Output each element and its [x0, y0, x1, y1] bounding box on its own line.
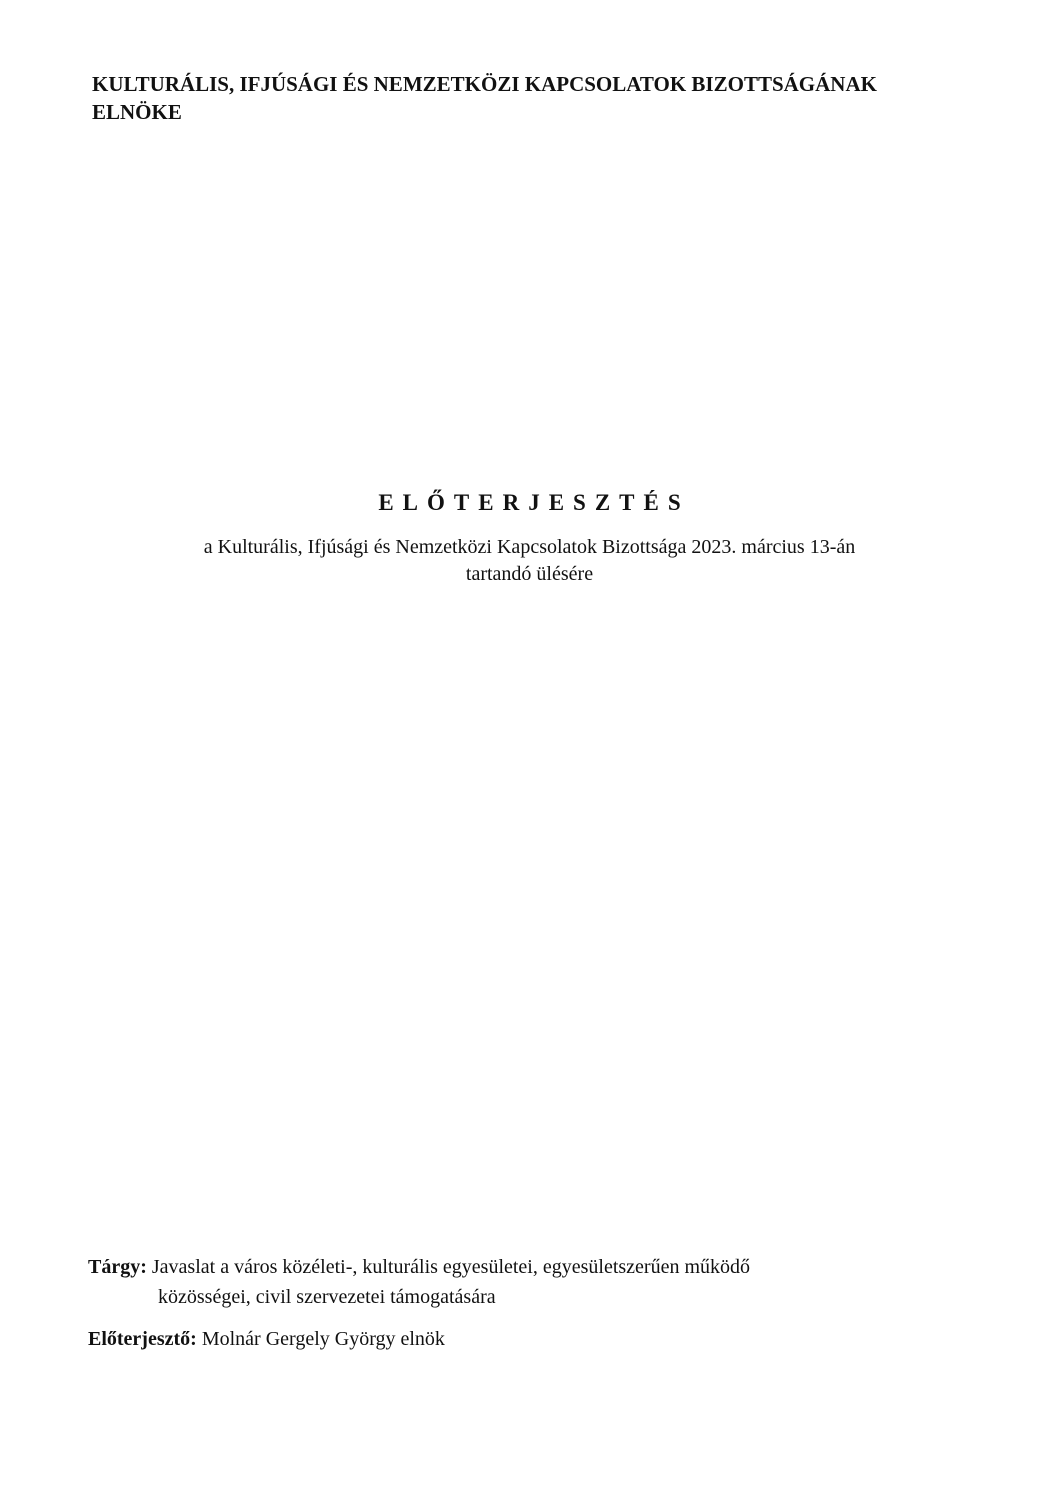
subtitle-line1: a Kulturális, Ifjúsági és Nemzetközi Kapcsolatok Bizottsága 2023. március 13-án — [203, 536, 856, 558]
presenter-name: Molnár Gergely György elnök — [201, 1328, 445, 1350]
presenter-label: Előterjesztő: — [88, 1328, 197, 1350]
subject-text-line2: közösségei, civil szervezetei támogatására — [158, 1286, 496, 1308]
committee-header-line2: ELNÖKE — [92, 100, 182, 124]
subtitle-line2: tartandó ülésére — [465, 563, 594, 585]
subject-text-line1: Javaslat a város közéleti-, kulturális egyesületei, egyesületszerűen működő — [151, 1256, 751, 1278]
document-subtitle — [0, 534, 1059, 588]
presenter-line — [88, 1324, 988, 1354]
committee-header — [92, 70, 992, 126]
subject-line1 — [88, 1252, 988, 1282]
document-meta — [88, 1252, 988, 1354]
committee-header-line1: KULTURÁLIS, IFJÚSÁGI ÉS NEMZETKÖZI KAPCSOLATOK BIZOTTSÁGÁNAK — [92, 72, 877, 96]
title-block — [0, 488, 1059, 588]
document-title: ELŐTERJESZTÉS — [378, 490, 690, 515]
subject-label: Tárgy: — [88, 1256, 147, 1278]
